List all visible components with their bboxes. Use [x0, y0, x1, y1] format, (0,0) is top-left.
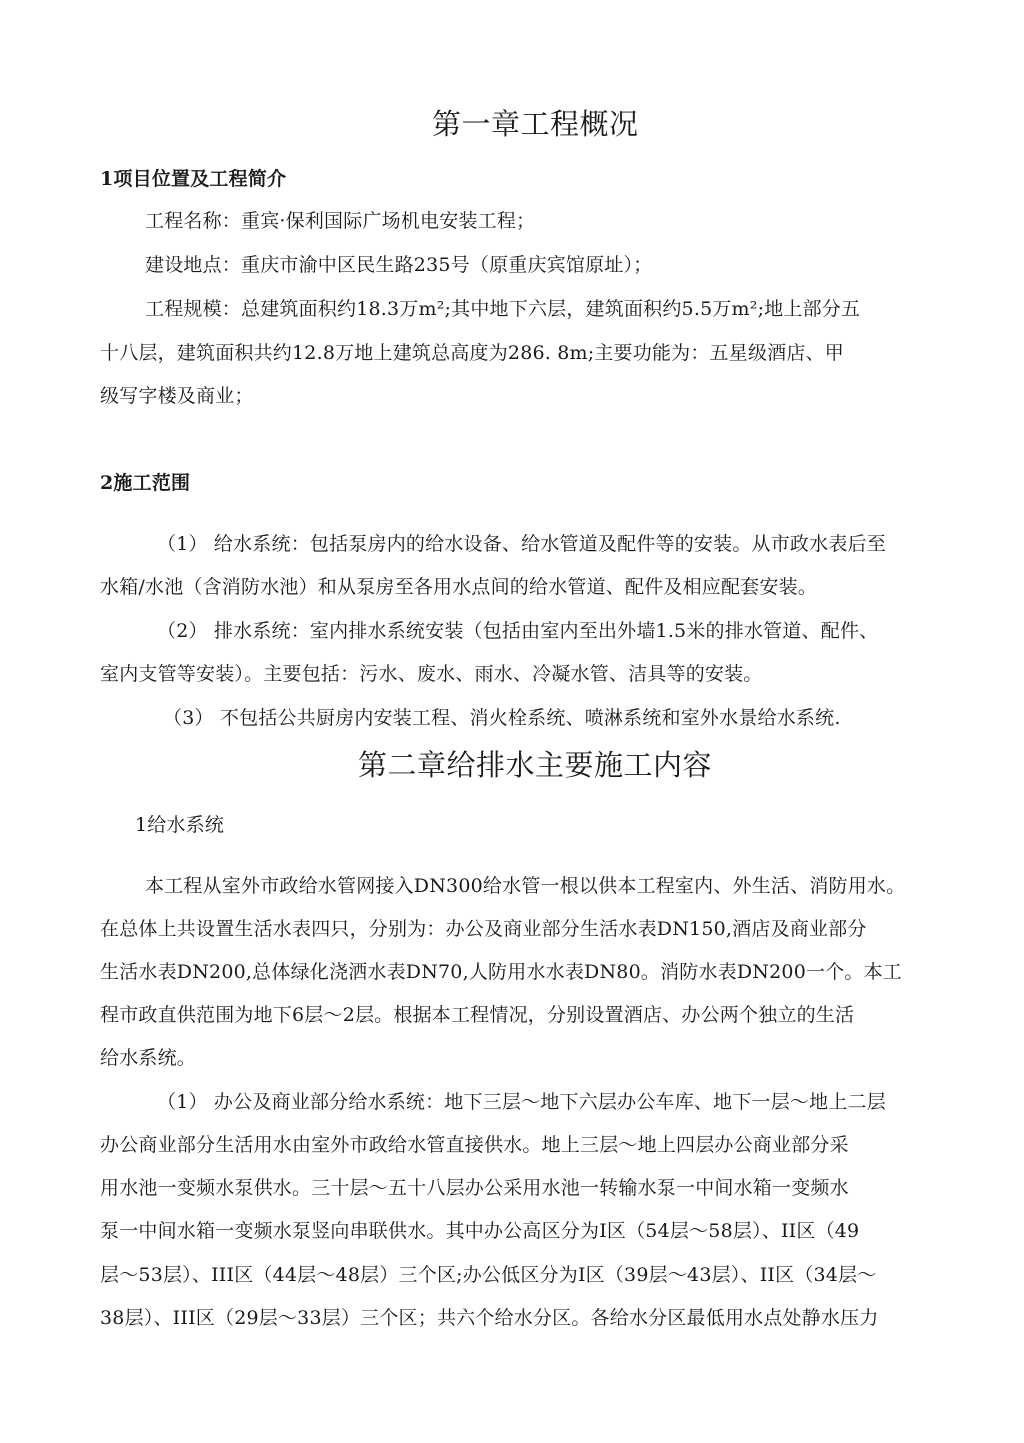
section2-heading: 2施工范围: [100, 472, 191, 494]
project-scale-line-2: 十八层，建筑面积共约12.8万地上建筑总高度为286. 8m;主要功能为：五星级酒店、甲: [100, 342, 844, 364]
project-scale-line-3: 级写字楼及商业；: [100, 385, 254, 407]
chapter1-title: 第一章工程概况: [432, 107, 639, 141]
project-scale-line-1: 工程规模：总建筑面积约18.3万m²;其中地下六层，建筑面积约5.5万m²;地上部分五: [145, 298, 861, 320]
office-supply-line-3: 用水池一变频水泵供水。三十层～五十八层办公采用水池一转输水泵一中间水箱一变频水: [100, 1177, 849, 1199]
water-intro-line-3: 生活水表DN200,总体绿化浇洒水表DN70,人防用水水表DN80。消防水表DN200一个。本工: [100, 961, 902, 983]
project-location-line: 建设地点：重庆市渝中区民生路235号（原重庆宾馆原址）；: [145, 254, 653, 276]
chapter2-title: 第二章给排水主要施工内容: [358, 748, 713, 782]
water-intro-line-5: 给水系统。: [100, 1047, 197, 1069]
project-name-line: 工程名称：重宾·保利国际广场机电安装工程；: [145, 210, 536, 232]
office-supply-line-2: 办公商业部分生活用水由室外市政给水管直接供水。地上三层～地上四层办公商业部分采: [100, 1134, 849, 1156]
office-supply-line-5: 层～53层）、III区（44层～48层）三个区;办公低区分为I区（39层～43层）、II区（34层～: [100, 1264, 877, 1286]
scope-drainage-line-2: 室内支管等安装）。主要包括：污水、废水、雨水、冷凝水管、洁具等的安装。: [100, 663, 763, 685]
office-supply-line-1: （1） 办公及商业部分给水系统：地下三层～地下六层办公车库、地下一层～地上二层: [157, 1091, 886, 1113]
water-intro-line-2: 在总体上共设置生活水表四只，分别为：办公及商业部分生活水表DN150,酒店及商业部分: [100, 918, 867, 940]
scope-water-supply-line-2: 水箱/水池（含消防水池）和从泵房至各用水点间的给水管道、配件及相应配套安装。: [100, 576, 818, 598]
scope-exclusion-line: （3） 不包括公共厨房内安装工程、消火栓系统、喷淋系统和室外水景给水系统.: [163, 707, 841, 729]
water-intro-line-4: 程市政直供范围为地下6层～2层。根据本工程情况，分别设置酒店、办公两个独立的生活: [100, 1004, 855, 1026]
office-supply-line-6: 38层）、III区（29层～33层）三个区；共六个给水分区。各给水分区最低用水点处静水压力: [100, 1307, 879, 1329]
water-intro-line-1: 本工程从室外市政给水管网接入DN300给水管一根以供本工程室内、外生活、消防用水。: [145, 875, 906, 897]
scope-drainage-line-1: （2） 排水系统：室内排水系统安装（包括由室内至出外墙1.5米的排水管道、配件、: [157, 620, 879, 642]
water-system-heading: 1给水系统: [135, 814, 225, 836]
office-supply-line-4: 泵一中间水箱一变频水泵竖向串联供水。其中办公高区分为I区（54层～58层）、II区（49: [100, 1220, 860, 1242]
scope-water-supply-line-1: （1） 给水系统：包括泵房内的给水设备、给水管道及配件等的安装。从市政水表后至: [157, 533, 886, 555]
section1-heading: 1项目位置及工程简介: [100, 168, 287, 190]
